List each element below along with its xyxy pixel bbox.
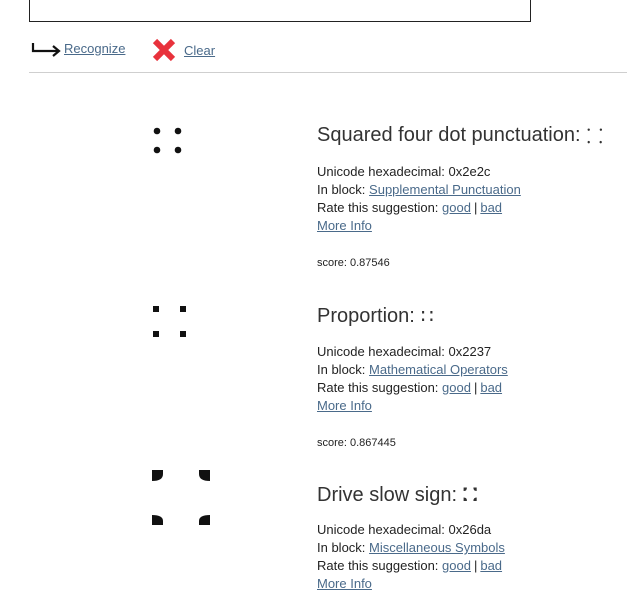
block-prefix: In block: [317, 362, 366, 377]
more-info-link[interactable]: More Info [317, 398, 372, 413]
drawing-canvas[interactable] [29, 0, 531, 22]
glyph-preview [140, 468, 230, 538]
result-char: ⛚ [463, 484, 478, 506]
block-line [317, 539, 622, 557]
block-line [317, 361, 622, 379]
drive-slow-sign-glyph-icon [140, 468, 230, 532]
more-info-line [317, 397, 622, 415]
clear-link[interactable]: Clear [184, 42, 216, 58]
divider [29, 72, 627, 73]
result-title [317, 484, 622, 507]
block-link[interactable]: Miscellaneous Symbols [369, 540, 505, 555]
rate-prefix: Rate this suggestion: [317, 558, 439, 573]
result-info [317, 304, 622, 449]
result-char: ⸬ [586, 126, 604, 148]
recognize-link[interactable]: Recognize [64, 40, 126, 56]
result-title [317, 304, 622, 329]
more-info-line [317, 217, 622, 235]
rate-prefix: Rate this suggestion: [317, 200, 439, 215]
glyph-preview [140, 122, 230, 192]
squared-four-dot-glyph-icon [140, 122, 230, 162]
result-char: ∷ [420, 306, 434, 328]
rate-prefix: Rate this suggestion: [317, 380, 439, 395]
rate-separator: | [473, 200, 478, 215]
result-info [317, 484, 622, 593]
block-prefix: In block: [317, 540, 366, 555]
clear-x-icon[interactable] [150, 36, 178, 64]
rate-bad-link[interactable]: bad [480, 200, 503, 215]
result-info [317, 122, 622, 269]
recognize-control[interactable] [30, 36, 125, 60]
score-text: score: 0.87546 [317, 257, 390, 269]
result-name: Proportion: [317, 305, 415, 327]
result-name: Drive slow sign: [317, 484, 458, 506]
score-text: score: 0.867445 [317, 437, 396, 449]
more-info-link[interactable]: More Info [317, 576, 372, 591]
result-name: Squared four dot punctuation: [317, 124, 581, 146]
rate-line [317, 199, 622, 217]
more-info-line [317, 575, 622, 593]
recognize-arrow-icon[interactable] [30, 36, 64, 60]
rate-line [317, 557, 622, 575]
glyph-preview [140, 304, 230, 374]
hex-line: Unicode hexadecimal: 0x26da [317, 522, 492, 537]
hex-line: Unicode hexadecimal: 0x2237 [317, 344, 492, 359]
proportion-glyph-icon [140, 304, 230, 344]
result-details [317, 163, 622, 235]
clear-control[interactable] [150, 36, 215, 64]
result-details [317, 343, 622, 415]
rate-good-link[interactable]: good [442, 558, 471, 573]
hex-line: Unicode hexadecimal: 0x2e2c [317, 164, 491, 179]
rate-good-link[interactable]: good [442, 380, 471, 395]
rate-good-link[interactable]: good [442, 200, 471, 215]
result-title [317, 122, 622, 149]
rate-line [317, 379, 622, 397]
block-link[interactable]: Supplemental Punctuation [369, 182, 521, 197]
result-details [317, 521, 622, 593]
block-line [317, 181, 622, 199]
block-prefix: In block: [317, 182, 366, 197]
rate-bad-link[interactable]: bad [480, 380, 503, 395]
rate-separator: | [473, 558, 478, 573]
block-link[interactable]: Mathematical Operators [369, 362, 508, 377]
toolbar [30, 36, 620, 66]
more-info-link[interactable]: More Info [317, 218, 372, 233]
rate-separator: | [473, 380, 478, 395]
rate-bad-link[interactable]: bad [480, 558, 503, 573]
